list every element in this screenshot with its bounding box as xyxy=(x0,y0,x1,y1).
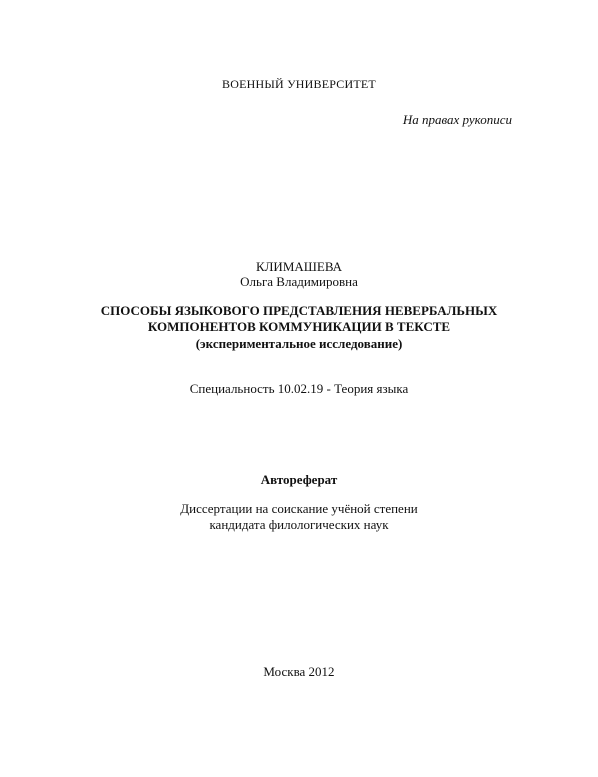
dissertation-title-line-1: СПОСОБЫ ЯЗЫКОВОГО ПРЕДСТАВЛЕНИЯ НЕВЕРБАЛЬНЫХ xyxy=(100,303,498,318)
dissertation-title-line-2: КОМПОНЕНТОВ КОММУНИКАЦИИ В ТЕКСТЕ xyxy=(147,319,451,334)
rights-note: На правах рукописи xyxy=(402,112,512,127)
specialty-line: Специальность 10.02.19 - Теория языка xyxy=(189,381,409,396)
document-type: Автореферат xyxy=(260,472,338,487)
institution-name: ВОЕННЫЙ УНИВЕРСИТЕТ xyxy=(222,77,376,91)
degree-purpose-line-2: кандидата филологических наук xyxy=(209,517,389,532)
author-given-names: Ольга Владимировна xyxy=(240,274,358,289)
degree-purpose-line-1: Диссертации на соискание учёной степени xyxy=(180,501,418,516)
dissertation-subtitle: (экспериментальное исследование) xyxy=(195,336,403,351)
place-and-year: Москва 2012 xyxy=(263,664,335,679)
author-surname: КЛИМАШЕВА xyxy=(255,259,343,274)
